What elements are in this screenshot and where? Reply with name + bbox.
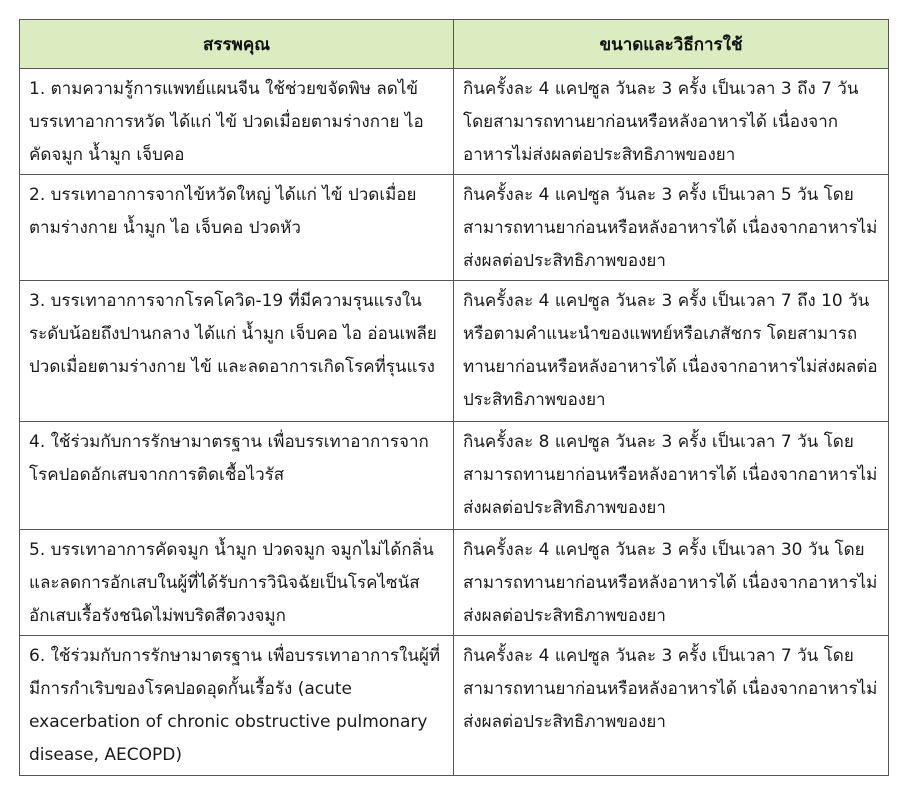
indication-cell: 2. บรรเทาอาการจากไข้หวัดใหญ่ ได้แก่ ไข้ ปวดเมื่อยตามร่างกาย น้ำมูก ไอ เจ็บคอ ปวดหัว xyxy=(20,175,454,281)
header-dosage: ขนาดและวิธีการใช้ xyxy=(454,20,889,69)
table-row xyxy=(20,422,889,530)
dosage-cell: กินครั้งละ 4 แคปซูล วันละ 3 ครั้ง เป็นเวลา 5 วัน โดยสามารถทานยาก่อนหรือหลังอาหารได้ เนื่องจากอาหารไม่ส่งผลต่อประสิทธิภาพของยา xyxy=(454,175,889,281)
indication-dosage-table-container xyxy=(19,19,888,776)
header-indication: สรรพคุณ xyxy=(20,20,454,69)
table-row xyxy=(20,636,889,776)
indication-cell: 4. ใช้ร่วมกับการรักษามาตรฐาน เพื่อบรรเทาอาการจากโรคปอดอักเสบจากการติดเชื้อไวรัส xyxy=(20,422,454,530)
table-row xyxy=(20,69,889,175)
dosage-cell: กินครั้งละ 4 แคปซูล วันละ 3 ครั้ง เป็นเวลา 30 วัน โดยสามารถทานยาก่อนหรือหลังอาหารได้ เนื่องจากอาหารไม่ส่งผลต่อประสิทธิภาพของยา xyxy=(454,530,889,636)
indication-cell: 6. ใช้ร่วมกับการรักษามาตรฐาน เพื่อบรรเทาอาการในผู้ที่มีการกำเริบของโรคปอดอุดกั้นเรื้อรัง (acute exacerbation of chronic obstructive pulmonary disease, AECOPD) xyxy=(20,636,454,776)
table-header-row xyxy=(20,20,889,69)
dosage-cell: กินครั้งละ 4 แคปซูล วันละ 3 ครั้ง เป็นเวลา 7 ถึง 10 วัน หรือตามคำแนะนำของแพทย์หรือเภสัชกร โดยสามารถทานยาก่อนหรือหลังอาหารได้ เนื่องจากอาหารไม่ส่งผลต่อประสิทธิภาพของยา xyxy=(454,281,889,422)
indication-cell: 5. บรรเทาอาการคัดจมูก น้ำมูก ปวดจมูก จมูกไม่ได้กลิ่น และลดการอักเสบในผู้ที่ได้รับการวินิจฉัยเป็นโรคไซนัสอักเสบเรื้อรังชนิดไม่พบริดสีดวงจมูก xyxy=(20,530,454,636)
indication-cell: 3. บรรเทาอาการจากโรคโควิด-19 ที่มีความรุนแรงในระดับน้อยถึงปานกลาง ได้แก่ น้ำมูก เจ็บคอ ไอ อ่อนเพลีย ปวดเมื่อยตามร่างกาย ไข้ และลดอาการเกิดโรคที่รุนแรง xyxy=(20,281,454,422)
table-row xyxy=(20,175,889,281)
table-row xyxy=(20,281,889,422)
indication-dosage-table xyxy=(19,19,889,776)
table-row xyxy=(20,530,889,636)
dosage-cell: กินครั้งละ 8 แคปซูล วันละ 3 ครั้ง เป็นเวลา 7 วัน โดยสามารถทานยาก่อนหรือหลังอาหารได้ เนื่องจากอาหารไม่ส่งผลต่อประสิทธิภาพของยา xyxy=(454,422,889,530)
dosage-cell: กินครั้งละ 4 แคปซูล วันละ 3 ครั้ง เป็นเวลา 3 ถึง 7 วัน โดยสามารถทานยาก่อนหรือหลังอาหารได้ เนื่องจากอาหารไม่ส่งผลต่อประสิทธิภาพของยา xyxy=(454,69,889,175)
indication-cell: 1. ตามความรู้การแพทย์แผนจีน ใช้ช่วยขจัดพิษ ลดไข้ บรรเทาอาการหวัด ได้แก่ ไข้ ปวดเมื่อยตามร่างกาย ไอ คัดจมูก น้ำมูก เจ็บคอ xyxy=(20,69,454,175)
dosage-cell: กินครั้งละ 4 แคปซูล วันละ 3 ครั้ง เป็นเวลา 7 วัน โดยสามารถทานยาก่อนหรือหลังอาหารได้ เนื่องจากอาหารไม่ส่งผลต่อประสิทธิภาพของยา xyxy=(454,636,889,776)
